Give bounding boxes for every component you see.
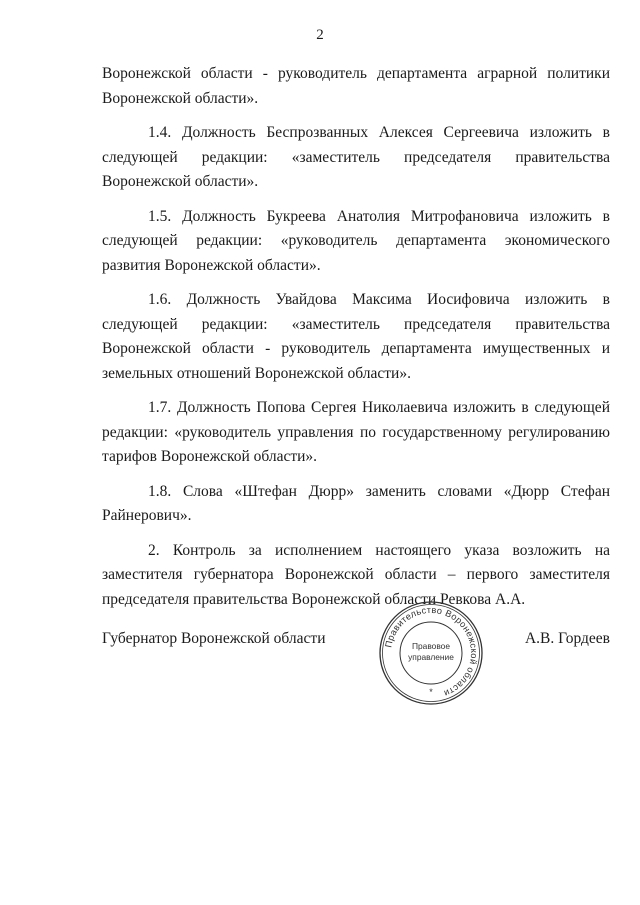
paragraph-1-6: 1.6. Должность Увайдова Максима Иосифовича изложить в следующей редакции: «заместитель председателя правительства Воронежской области - руководитель департамента имущественных и земельных отношений Воронежской области». bbox=[102, 291, 610, 382]
paragraph-1-4: 1.4. Должность Беспрозванных Алексея Сергеевича изложить в следующей редакции: «заместитель председателя правительства Воронежской области». bbox=[102, 124, 610, 190]
stamp-seal-icon bbox=[376, 598, 486, 708]
stamp-center-line1: Правовое bbox=[411, 641, 451, 651]
signature-block bbox=[102, 630, 610, 660]
document-body bbox=[102, 62, 610, 622]
stamp-ring-text: Правительство Воронежской области bbox=[383, 604, 480, 699]
paragraph-1-8: 1.8. Слова «Штефан Дюрр» заменить словами «Дюрр Стефан Райнерович». bbox=[102, 482, 610, 524]
official-stamp bbox=[376, 598, 486, 708]
paragraph-1-7: 1.7. Должность Попова Сергея Николаевича изложить в следующей редакции: «руководитель управления по государственному регулированию тарифов Воронежской области». bbox=[102, 399, 610, 465]
paragraph-2: 2. Контроль за исполнением настоящего указа возложить на заместителя губернатора Воронежской области – первого заместителя председателя правительства Воронежской области Ревкова А.А. bbox=[102, 541, 610, 608]
page-number: 2 bbox=[316, 27, 324, 43]
signatory-name: А.В. Гордеев bbox=[524, 630, 610, 647]
paragraph-continuation: Воронежской области - руководитель департамента аграрной политики Воронежской области». bbox=[102, 65, 610, 107]
stamp-star: * bbox=[429, 687, 433, 697]
paragraph-1-5: 1.5. Должность Букреева Анатолия Митрофановича изложить в следующей редакции: «руководитель департамента экономического развития Воронежской области». bbox=[102, 207, 610, 274]
signatory-title: Губернатор Воронежской области bbox=[102, 630, 326, 647]
stamp-center-line2: управление bbox=[408, 652, 454, 662]
